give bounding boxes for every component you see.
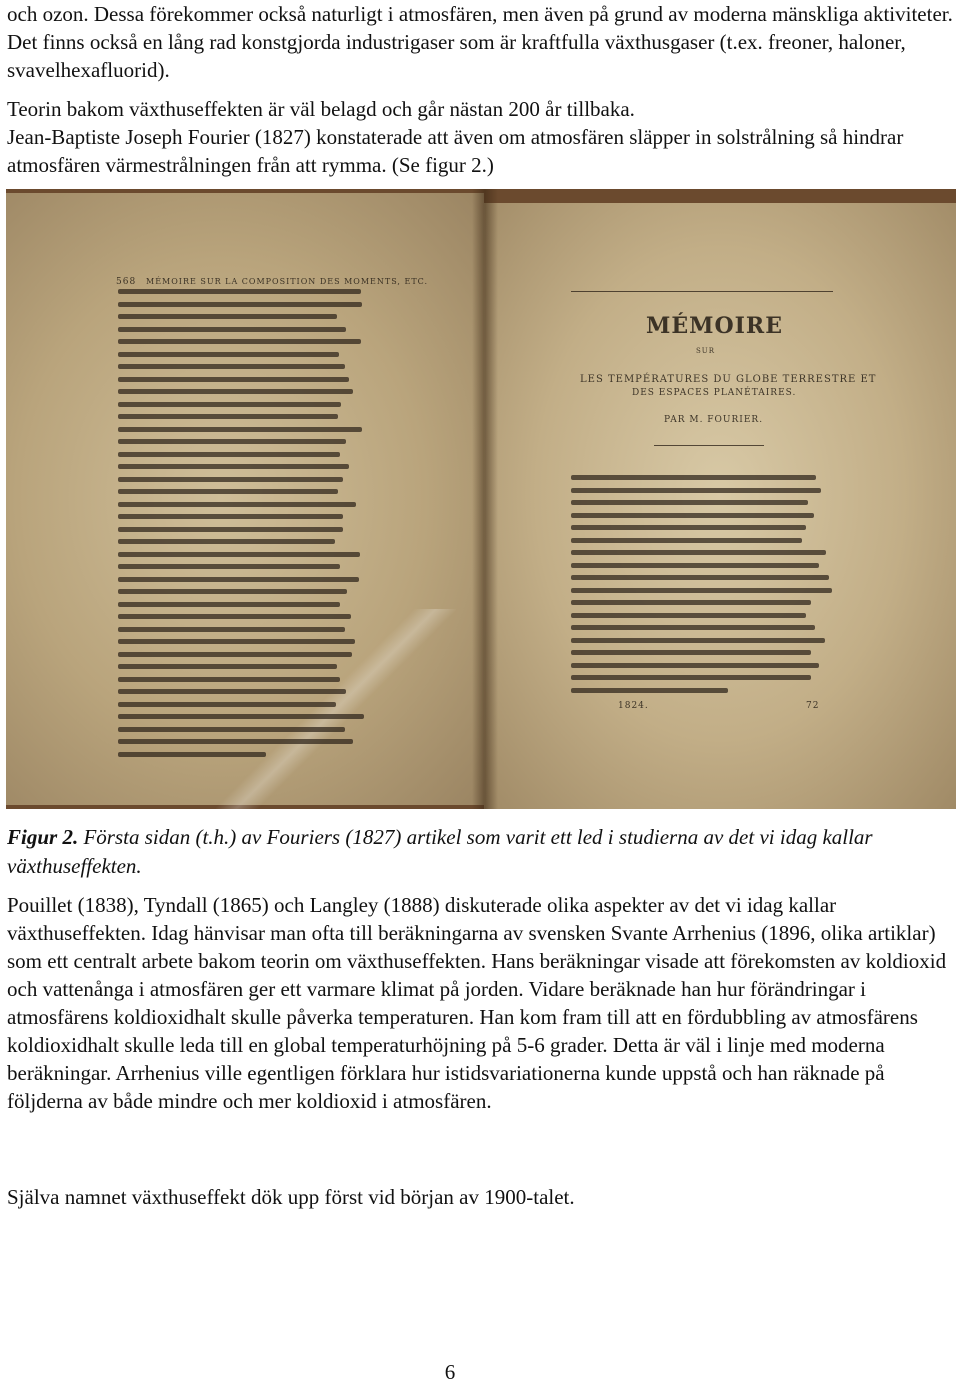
book-text-line [571,538,802,543]
book-text-line [118,452,340,457]
book-text-line [571,488,821,493]
book-text-line [118,489,338,494]
book-text-line [571,575,829,580]
book-left-text-block [118,289,364,764]
book-text-line [118,339,361,344]
book-top-rule [571,291,833,292]
book-text-line [118,739,353,744]
book-text-line [571,550,826,555]
paragraph-intro: och ozon. Dessa förekommer också naturligt i atmosfären, men även på grund av moderna mänskliga aktiviteter. Det finns också en lång rad konstgjorda industrigaser som är kraftfulla växthusgaser (t.ex. freoner, haloner, svavelhexafluorid). [7,2,953,82]
book-text-line [571,638,825,643]
book-text-line [118,364,345,369]
book-text-line [571,588,832,593]
paragraph-fourier: Jean-Baptiste Joseph Fourier (1827) konstaterade att även om atmosfären släpper in solstrålning så hindrar atmosfären värmestrålningen från att rymma. (Se figur 2.) [7,125,904,177]
book-text-line [118,727,345,732]
book-text-line [118,589,347,594]
book-text-line [118,664,337,669]
book-text-line [118,752,266,757]
book-text-line [118,677,340,682]
paragraph-theory: Teorin bakom växthuseffekten är väl belagd och går nästan 200 år tillbaka. [7,97,635,121]
book-text-line [118,289,361,294]
book-sur: SUR [696,347,715,355]
book-author: PAR M. FOURIER. [664,415,764,425]
book-text-line [118,464,349,469]
book-subtitle-line-2: DES ESPACES PLANÉTAIRES. [632,388,797,398]
book-text-line [118,702,336,707]
book-subtitle-line-1: LES TEMPÉRATURES DU GLOBE TERRESTRE ET [580,374,877,385]
book-text-line [118,439,346,444]
book-title: MÉMOIRE [646,313,783,339]
book-year: 1824. [618,701,649,711]
figure-caption-text: Första sidan (t.h.) av Fouriers (1827) artikel som varit ett led i studierna av det vi idag kallar växthuseffekten. [7,825,873,878]
book-text-line [118,514,343,519]
book-text-line [571,600,811,605]
book-text-line [118,714,364,719]
book-text-line [118,414,338,419]
book-text-line [118,689,346,694]
figure-photo-open-book [6,189,956,809]
paragraph-name-origin: Själva namnet växthuseffekt dök upp först vid början av 1900-talet. [7,1185,575,1209]
book-text-line [118,614,351,619]
book-text-line [118,327,346,332]
book-text-line [571,663,819,668]
book-text-line [571,500,808,505]
book-gutter [472,189,498,809]
book-text-line [118,602,340,607]
book-text-line [118,314,337,319]
book-text-line [118,564,340,569]
book-signature: 72 [806,701,820,711]
book-text-line [571,525,806,530]
book-author-rule [654,445,764,446]
page-number: 6 [444,1360,456,1384]
paragraph-history: Pouillet (1838), Tyndall (1865) och Langley (1888) diskuterade olika aspekter av det vi idag kallar växthuseffekten. Idag hänvisar man ofta till beräkningarna av svensken Svante Arrhenius (1896, olika artiklar) som ett centralt arbete bakom teorin om växthuseffekten. Hans beräkningar visade att förekomsten av koldioxid och vattenånga i atmosfären ger ett varmare klimat på jorden. Vidare beräknade han hur förändringar i atmosfärens koldioxidhalt skulle påverka temperaturen. Han kom fram till att en fördubbling av atmosfärens koldioxidhalt skulle leda till en global temperaturhöjning på 5-6 grader. Detta är väl i linje med moderna beräkningar. Arrhenius ville egentligen förklara hur istidsvariationerna kunde uppstå och han räknade på följderna av både mindre och mer koldioxid i atmosfären. [7,893,947,1113]
book-text-line [118,652,352,657]
book-text-line [571,613,806,618]
figure-caption [7,823,947,881]
book-text-line [118,539,335,544]
book-left-running-head: MÉMOIRE SUR LA COMPOSITION DES MOMENTS, ETC. [146,277,429,286]
book-text-line [118,352,339,357]
figure-label: Figur 2. [7,825,79,849]
book-text-line [571,675,811,680]
book-text-line [571,688,728,693]
book-text-line [571,650,811,655]
book-left-page-number: 568 [116,277,137,287]
book-text-line [571,625,815,630]
book-text-line [118,502,356,507]
book-text-line [571,513,814,518]
book-text-line [118,527,343,532]
book-text-line [118,627,345,632]
book-text-line [118,577,359,582]
book-text-line [118,427,362,432]
book-text-line [118,639,355,644]
book-text-line [118,302,362,307]
book-text-line [118,552,360,557]
book-text-line [571,475,816,480]
book-text-line [571,563,819,568]
book-text-line [118,477,343,482]
book-text-line [118,389,353,394]
book-text-line [118,377,349,382]
book-text-line [118,402,341,407]
book-right-text-block [571,475,833,700]
